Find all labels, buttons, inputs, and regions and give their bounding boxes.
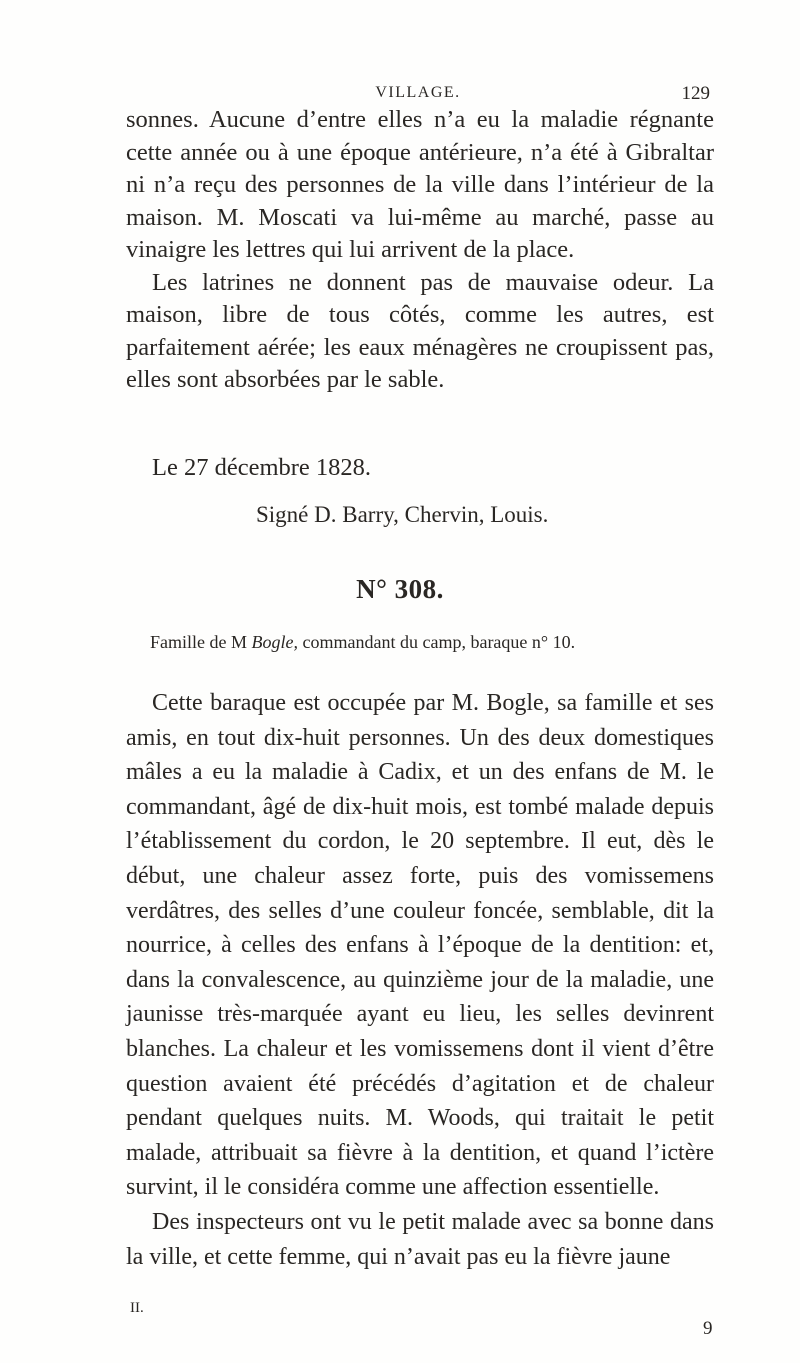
volume-signature: II.	[130, 1300, 144, 1316]
caption-name: Bogle,	[251, 632, 298, 652]
caption-prefix: Famille de M	[150, 632, 252, 652]
section-caption	[150, 632, 575, 653]
paragraph: Cette baraque est occupée par M. Bogle, sa famille et ses amis, en tout dix-huit personnes. Un des deux domestiques mâles a eu la maladie à Cadix, et un des enfans de M. le commandant, âgé de dix-huit mois, est tombé malade depuis l’établissement du cordon, le 20 septembre. Il eut, dès le début, une chaleur assez forte, puis des vomissemens verdâtres, des selles d’une couleur foncée, semblable, dit la nourrice, à celles des enfans à l’époque de la dentition: et, dans la convalescence, au quinzième jour de la maladie, une jaunisse très-marquée ayant eu lieu, les selles devinrent blanches. La chaleur et les vomissemens dont il vient d’être question avaient été précédés d’agitation et de chaleur pendant quelques nuits. M. Woods, qui traitait le petit malade, attribuait sa fièvre à la dentition, et quand l’ictère survint, il le considéra comme une affection essentielle.	[126, 690, 714, 1201]
running-head	[126, 84, 710, 106]
paragraph: Les latrines ne donnent pas de mauvaise odeur. La maison, libre de tous côtés, comme les autres, est parfaitement aérée; les eaux ménagères ne croupissent pas, elles sont absorbées par le sable.	[126, 268, 714, 393]
running-title: VILLAGE.	[375, 84, 461, 101]
text-block-bottom	[126, 686, 714, 1274]
date-line: Le 27 décembre 1828.	[152, 454, 372, 481]
paragraph: sonnes. Aucune d’entre elles n’a eu la maladie régnante cette année ou à une époque antérieure, n’a été à Gibraltar ni n’a reçu des personnes de la ville dans l’intérieur de la maison. M. Moscati va lui-même au marché, passe au vinaigre les lettres qui lui arrivent de la place.	[126, 106, 714, 263]
section-number: N° 308.	[356, 574, 444, 604]
signature-line: Signé D. Barry, Chervin, Louis.	[256, 502, 549, 527]
text-block-top	[126, 104, 714, 397]
page-number: 129	[681, 83, 710, 104]
caption-suffix: commandant du camp, baraque n° 10.	[298, 632, 576, 652]
sheet-number: 9	[703, 1318, 713, 1339]
paragraph: Des inspecteurs ont vu le petit malade avec sa bonne dans la ville, et cette femme, qui n’avait pas eu la fièvre jaune	[126, 1208, 714, 1270]
